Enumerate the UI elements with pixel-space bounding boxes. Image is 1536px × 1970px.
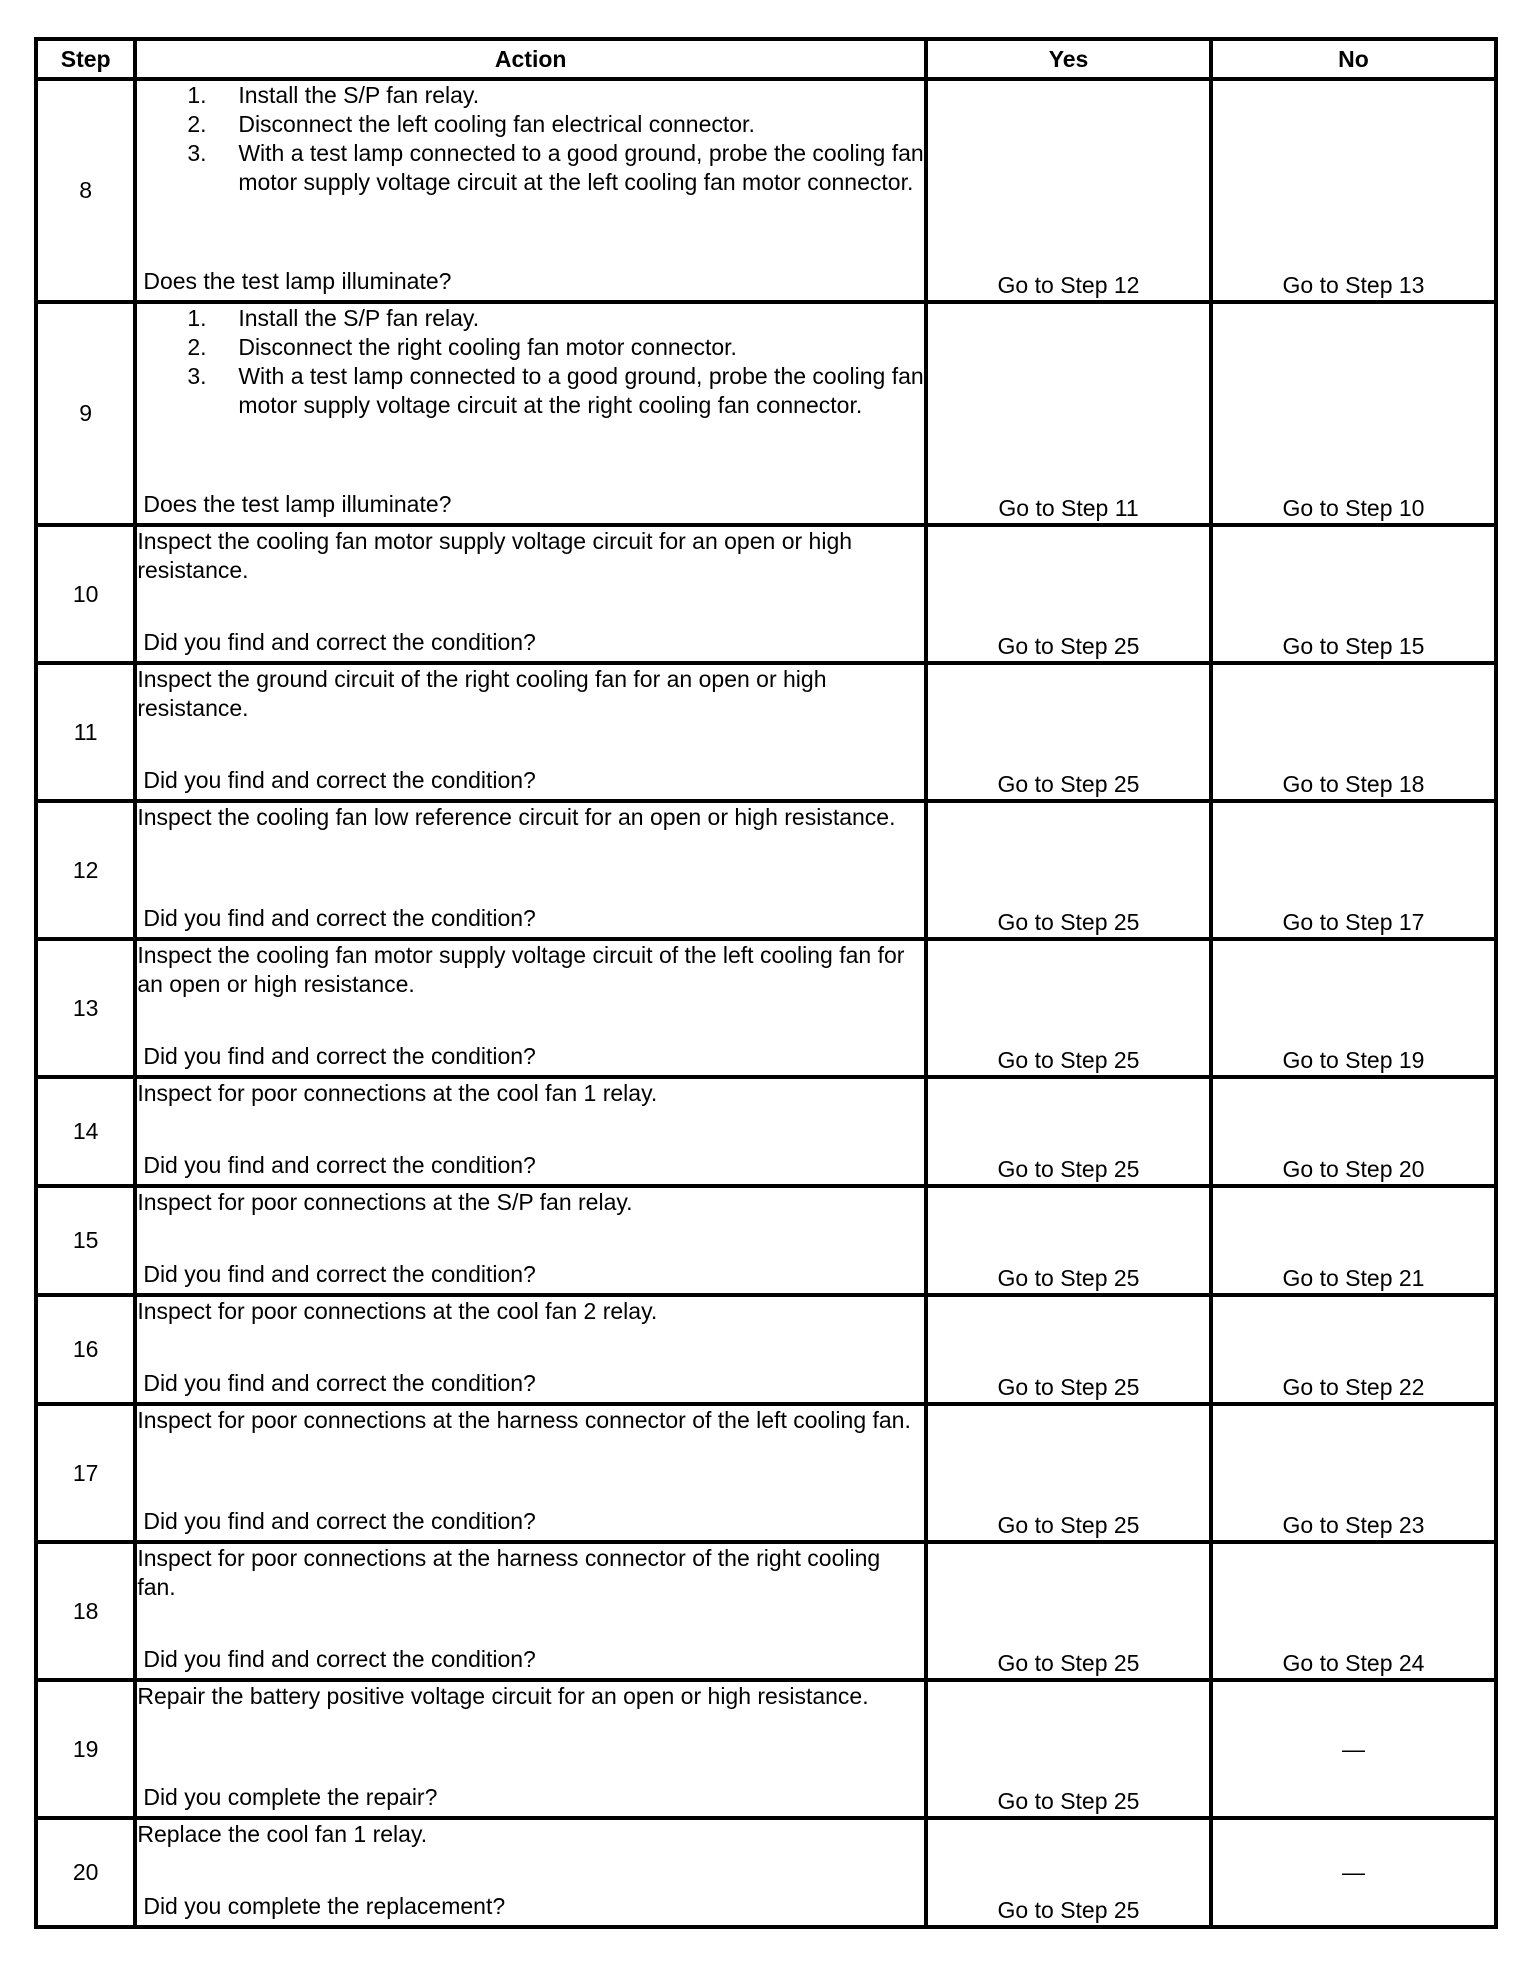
action-text: Inspect for poor connections at the cool fan 1 relay. (137, 1080, 658, 1106)
header-action: Action (135, 39, 926, 79)
action-text: Inspect for poor connections at the harness connector of the left cooling fan. (137, 1407, 911, 1433)
header-step: Step (36, 39, 135, 79)
action-cell (135, 1186, 926, 1295)
action-question: Did you find and correct the condition? (143, 1508, 536, 1534)
step-number: 11 (36, 663, 135, 801)
action-text: Inspect for poor connections at the harness connector of the right cooling fan. (137, 1545, 881, 1600)
yes-result: Go to Step 25 (926, 1295, 1211, 1404)
table-row (36, 801, 1496, 939)
no-result: — (1211, 1818, 1496, 1927)
action-cell (135, 1542, 926, 1680)
header-row (36, 39, 1496, 79)
table-row (36, 302, 1496, 525)
action-question: Did you complete the replacement? (143, 1893, 506, 1919)
table-row (36, 1818, 1496, 1927)
table-row (36, 663, 1496, 801)
step-number: 14 (36, 1077, 135, 1186)
action-step-number: 2. (187, 334, 207, 360)
step-number: 17 (36, 1404, 135, 1542)
step-number: 16 (36, 1295, 135, 1404)
header-yes: Yes (926, 39, 1211, 79)
table-row (36, 1077, 1496, 1186)
action-question: Did you find and correct the condition? (143, 1152, 536, 1178)
action-step-text: Disconnect the right cooling fan motor connector. (238, 334, 737, 360)
action-step-number: 2. (187, 111, 207, 137)
action-cell (135, 79, 926, 302)
action-text: Inspect the cooling fan motor supply voltage circuit of the left cooling fan for an open or high resistance. (137, 942, 905, 997)
action-steps-list (137, 304, 924, 420)
yes-result: Go to Step 25 (926, 1077, 1211, 1186)
action-cell (135, 1404, 926, 1542)
step-number: 15 (36, 1186, 135, 1295)
no-result: Go to Step 18 (1211, 663, 1496, 801)
table-row (36, 525, 1496, 663)
action-cell (135, 1295, 926, 1404)
action-step-item (137, 304, 924, 333)
action-question: Did you find and correct the condition? (143, 1043, 536, 1069)
table-row (36, 1542, 1496, 1680)
no-result: Go to Step 23 (1211, 1404, 1496, 1542)
step-number: 8 (36, 79, 135, 302)
action-step-item (137, 362, 924, 420)
yes-result: Go to Step 12 (926, 79, 1211, 302)
action-cell (135, 663, 926, 801)
action-question: Did you find and correct the condition? (143, 1370, 536, 1396)
action-cell (135, 1680, 926, 1818)
table-row (36, 1680, 1496, 1818)
no-result: Go to Step 22 (1211, 1295, 1496, 1404)
action-step-text: With a test lamp connected to a good ground, probe the cooling fan motor supply voltage circuit at the right cooling fan connector. (238, 363, 924, 418)
step-number: 10 (36, 525, 135, 663)
action-step-number: 3. (187, 363, 207, 389)
action-step-item (137, 139, 924, 197)
no-result: Go to Step 21 (1211, 1186, 1496, 1295)
action-text: Replace the cool fan 1 relay. (137, 1821, 428, 1847)
action-steps-list (137, 81, 924, 197)
step-number: 9 (36, 302, 135, 525)
action-text: Repair the battery positive voltage circuit for an open or high resistance. (137, 1683, 869, 1709)
action-cell (135, 1077, 926, 1186)
yes-result: Go to Step 25 (926, 801, 1211, 939)
no-result: — (1211, 1680, 1496, 1818)
action-cell (135, 1818, 926, 1927)
action-question: Did you find and correct the condition? (143, 767, 536, 793)
no-result: Go to Step 20 (1211, 1077, 1496, 1186)
action-step-number: 1. (187, 82, 207, 108)
yes-result: Go to Step 25 (926, 1186, 1211, 1295)
no-result: Go to Step 15 (1211, 525, 1496, 663)
action-cell (135, 302, 926, 525)
table-row (36, 1295, 1496, 1404)
yes-result: Go to Step 25 (926, 1542, 1211, 1680)
action-step-text: Install the S/P fan relay. (238, 82, 480, 108)
yes-result: Go to Step 11 (926, 302, 1211, 525)
action-step-item (137, 110, 924, 139)
action-question: Did you complete the repair? (143, 1784, 438, 1810)
action-step-text: With a test lamp connected to a good ground, probe the cooling fan motor supply voltage circuit at the left cooling fan motor connector. (238, 140, 924, 195)
action-step-number: 1. (187, 305, 207, 331)
no-result: Go to Step 17 (1211, 801, 1496, 939)
action-step-number: 3. (187, 140, 207, 166)
action-text: Inspect the ground circuit of the right cooling fan for an open or high resistance. (137, 666, 827, 721)
step-number: 20 (36, 1818, 135, 1927)
action-question: Does the test lamp illuminate? (143, 491, 452, 517)
yes-result: Go to Step 25 (926, 1680, 1211, 1818)
table-row (36, 1186, 1496, 1295)
action-cell (135, 939, 926, 1077)
table-row (36, 939, 1496, 1077)
header-no: No (1211, 39, 1496, 79)
action-step-item (137, 81, 924, 110)
action-question: Did you find and correct the condition? (143, 629, 536, 655)
no-result: Go to Step 19 (1211, 939, 1496, 1077)
action-text: Inspect for poor connections at the S/P fan relay. (137, 1189, 633, 1215)
step-number: 13 (36, 939, 135, 1077)
table-row (36, 1404, 1496, 1542)
action-cell (135, 801, 926, 939)
yes-result: Go to Step 25 (926, 1404, 1211, 1542)
action-cell (135, 525, 926, 663)
step-number: 18 (36, 1542, 135, 1680)
action-step-text: Install the S/P fan relay. (238, 305, 480, 331)
action-question: Does the test lamp illuminate? (143, 268, 452, 294)
no-result: Go to Step 24 (1211, 1542, 1496, 1680)
step-number: 12 (36, 801, 135, 939)
diagnostic-table (34, 37, 1498, 1929)
action-step-text: Disconnect the left cooling fan electrical connector. (238, 111, 755, 137)
action-question: Did you find and correct the condition? (143, 905, 536, 931)
no-result: Go to Step 13 (1211, 79, 1496, 302)
action-question: Did you find and correct the condition? (143, 1646, 536, 1672)
step-number: 19 (36, 1680, 135, 1818)
action-text: Inspect the cooling fan low reference circuit for an open or high resistance. (137, 804, 896, 830)
action-text: Inspect the cooling fan motor supply voltage circuit for an open or high resistance. (137, 528, 853, 583)
action-step-item (137, 333, 924, 362)
yes-result: Go to Step 25 (926, 663, 1211, 801)
yes-result: Go to Step 25 (926, 525, 1211, 663)
yes-result: Go to Step 25 (926, 1818, 1211, 1927)
no-result: Go to Step 10 (1211, 302, 1496, 525)
table-body (36, 79, 1496, 1927)
table-row (36, 79, 1496, 302)
yes-result: Go to Step 25 (926, 939, 1211, 1077)
action-text: Inspect for poor connections at the cool fan 2 relay. (137, 1298, 658, 1324)
action-question: Did you find and correct the condition? (143, 1261, 536, 1287)
